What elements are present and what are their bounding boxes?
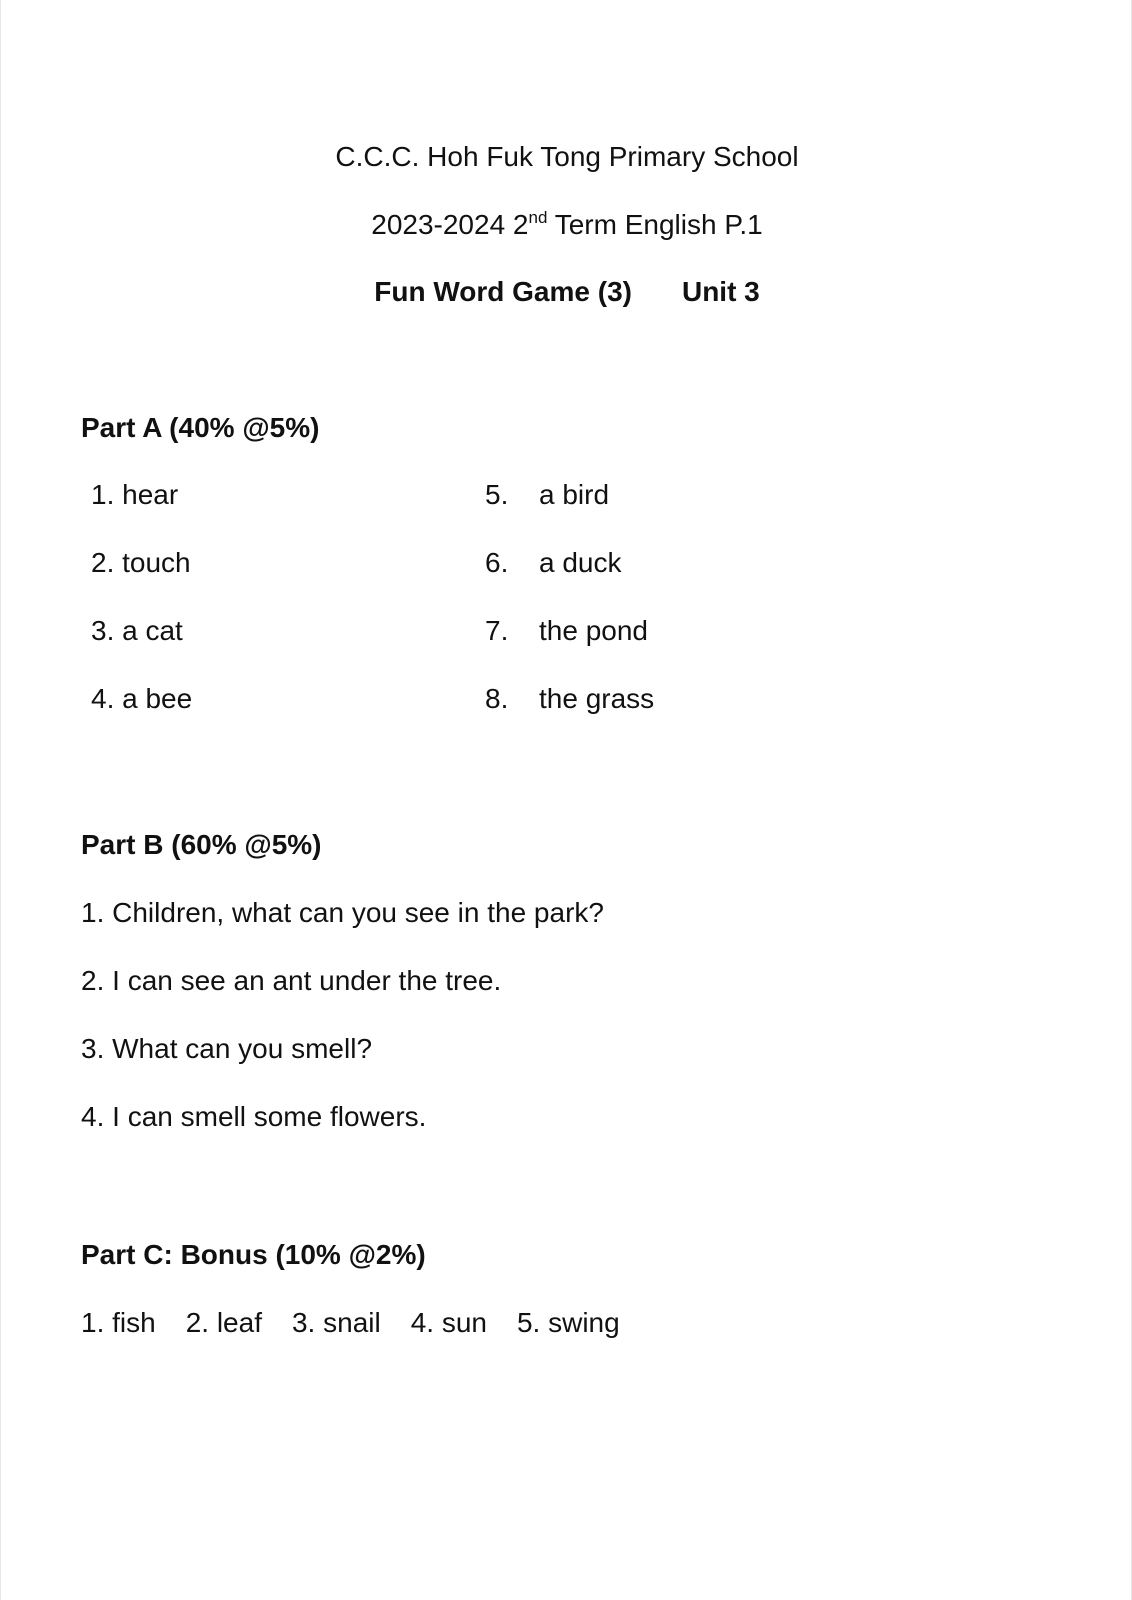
part-a-item: 2. touch: [91, 547, 191, 578]
term-year: 2023-2024 2: [371, 209, 529, 240]
term-ordinal-suffix: nd: [528, 208, 548, 227]
part-b-item: 1. Children, what can you see in the park?: [81, 897, 604, 928]
item-number: 6.: [485, 547, 509, 578]
item-text: a duck: [539, 547, 622, 578]
part-a-item: [485, 614, 648, 648]
part-b-item: 3. What can you smell?: [81, 1033, 373, 1064]
bonus-item: 1. fish: [81, 1307, 156, 1338]
part-a-item: [485, 546, 622, 580]
part-a-item: [485, 478, 609, 512]
part-b-heading: Part B (60% @5%): [81, 829, 322, 860]
item-number: 5.: [485, 479, 509, 510]
item-text: the grass: [539, 683, 655, 714]
part-a-item: 3. a cat: [91, 615, 183, 646]
item-text: the pond: [539, 615, 648, 646]
part-b-item: 4. I can smell some flowers.: [81, 1101, 427, 1132]
game-title: Fun Word Game (3): [374, 276, 632, 307]
part-a-item: 4. a bee: [91, 683, 193, 714]
item-number: 7.: [485, 615, 509, 646]
unit-label: Unit 3: [681, 276, 760, 307]
item-text: a bird: [539, 479, 610, 510]
bonus-item: 4. sun: [410, 1307, 487, 1338]
part-a-heading: Part A (40% @5%): [81, 412, 320, 443]
part-c-items: [81, 1306, 620, 1340]
part-a-item: [485, 682, 654, 716]
bonus-item: 2. leaf: [185, 1307, 262, 1338]
part-c-heading: Part C: Bonus (10% @2%): [81, 1239, 426, 1270]
bonus-item: 3. snail: [291, 1307, 381, 1338]
title-line: [1, 275, 1132, 309]
part-b-item: 2. I can see an ant under the tree.: [81, 965, 502, 996]
item-number: 8.: [485, 683, 509, 714]
term-line: [1, 208, 1132, 246]
bonus-item: 5. swing: [516, 1307, 620, 1338]
school-name: C.C.C. Hoh Fuk Tong Primary School: [335, 141, 799, 172]
part-a-item: 1. hear: [91, 479, 179, 510]
term-rest: Term English P.1: [547, 209, 763, 240]
